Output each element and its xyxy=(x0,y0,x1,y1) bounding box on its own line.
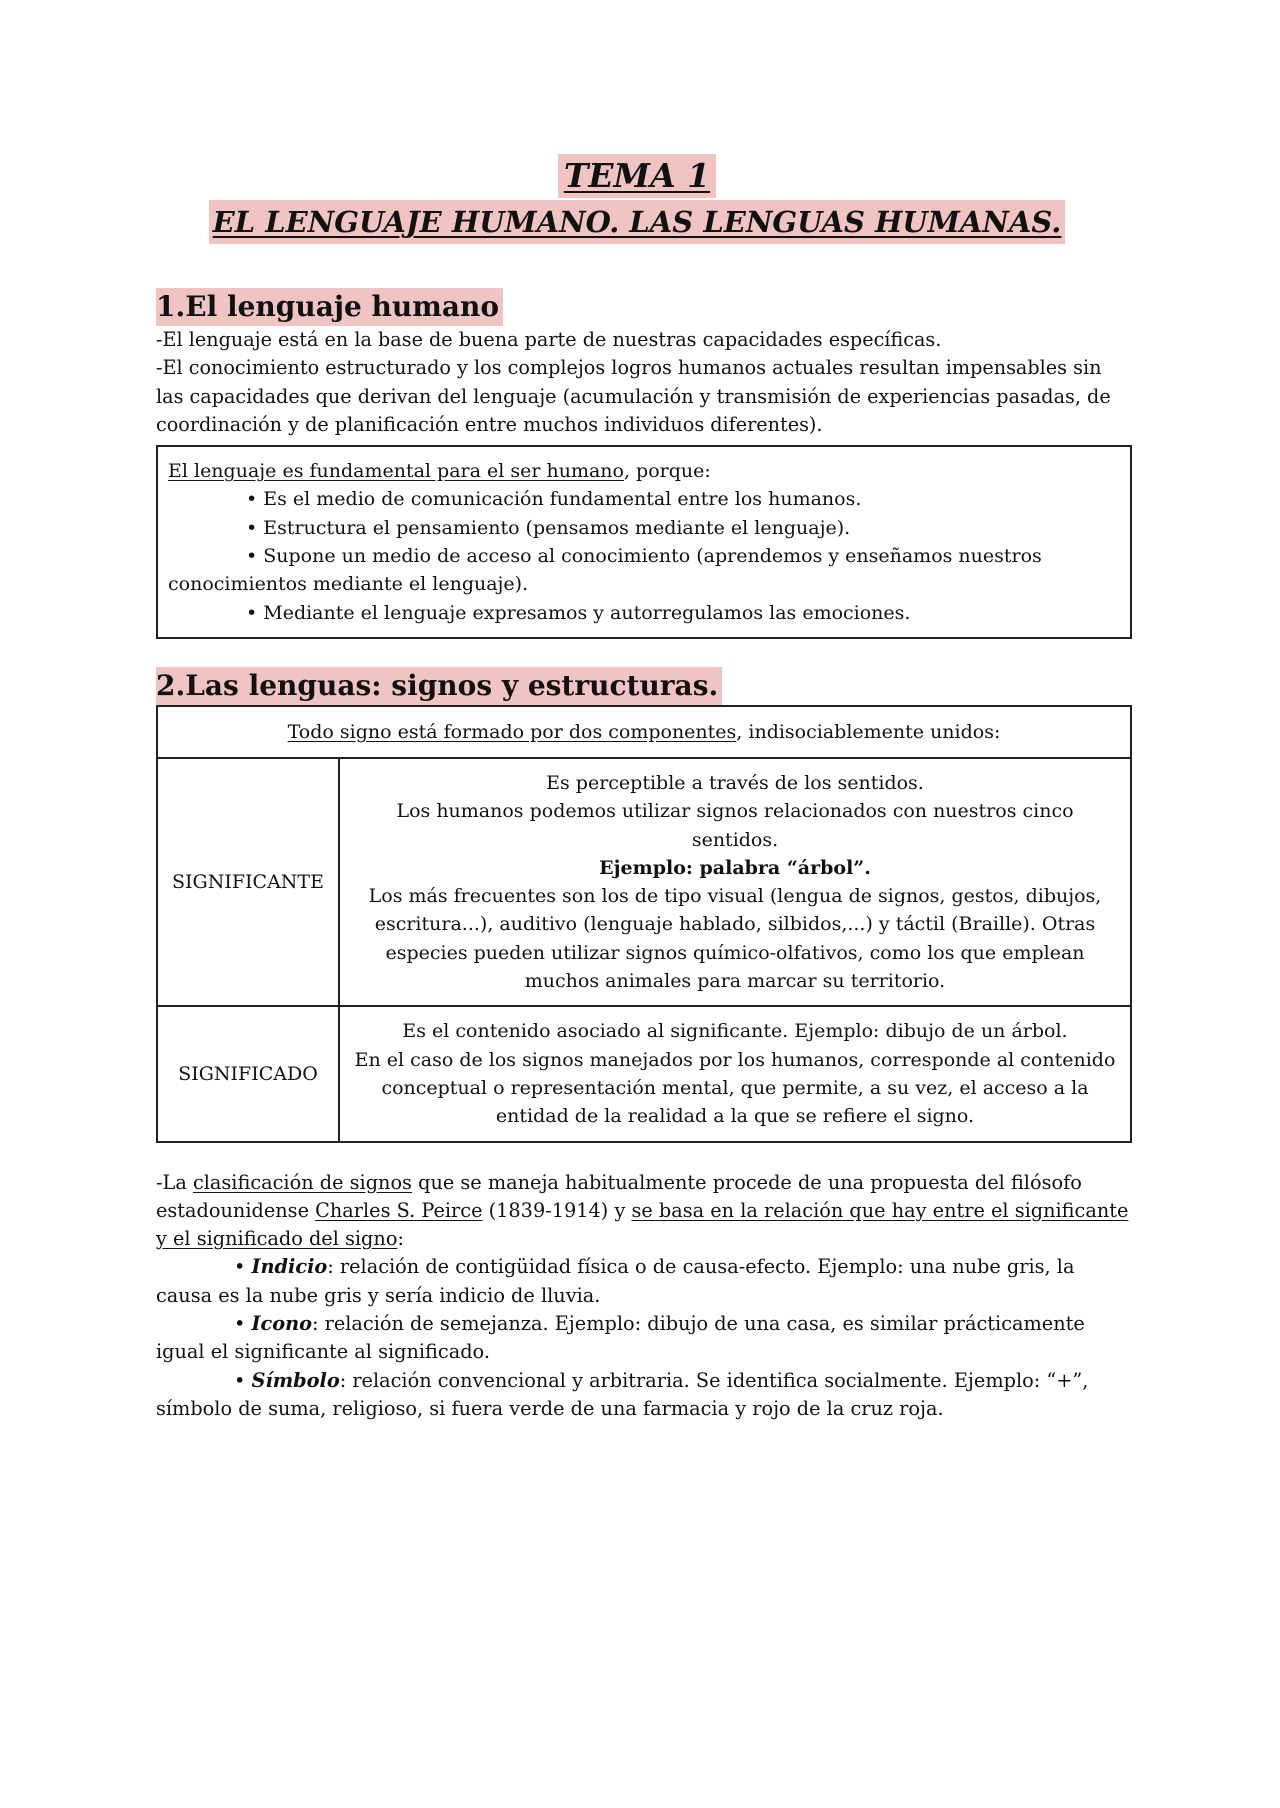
box-intro xyxy=(168,457,1120,485)
document-title: EL LENGUAJE HUMANO. LAS LENGUAS HUMANAS. xyxy=(209,200,1066,244)
significante-line-3: Los más frecuentes son los de tipo visual (lengua de signos, gestos, dibujos, escritura...), auditivo (lenguaje hablado, silbidos,...) y táctil (Braille). Otras especies pueden utilizar signos químico-olfativos, como los que emplean muchos animales para marcar su territorio. xyxy=(368,885,1102,993)
significante-line-2: Los humanos podemos utilizar signos relacionados con nuestros cinco sentidos. xyxy=(396,800,1074,851)
box-bullet-2: • Estructura el pensamiento (pensamos mediante el lenguaje). xyxy=(246,516,851,539)
list-item: • Icono: relación de semejanza. Ejemplo: dibujo de una casa, es similar prácticamente igual el significante al significado. xyxy=(156,1312,1085,1364)
title-block xyxy=(142,150,1132,244)
term-icono: Icono xyxy=(251,1312,313,1336)
significante-example: Ejemplo: palabra “árbol”. xyxy=(599,856,871,879)
sign-components-table xyxy=(156,705,1132,1143)
sign-classification xyxy=(156,1169,1132,1424)
table-header-underlined: Todo signo está formado por dos componentes xyxy=(287,720,737,743)
box-bullet-3-line-2: conocimientos mediante el lenguaje). xyxy=(168,573,529,596)
list-item: • Símbolo: relación convencional y arbitraria. Se identifica socialmente. Ejemplo: “+”, símbolo de suma, religioso, si fuera verde de una farmacia y rojo de la cruz roja. xyxy=(156,1368,1089,1420)
term-indicio: Indicio xyxy=(251,1255,328,1279)
term-simbolo: Símbolo xyxy=(251,1368,340,1392)
table-row xyxy=(157,1006,1131,1141)
classification-paragraph: -La clasificación de signos que se maneja habitualmente procede de una propuesta del filósofo estadounidense Charles S. Peirce (1839-1914) y se basa en la relación que hay entre el significante y el significado del signo: xyxy=(156,1170,1129,1251)
list-item: • Indicio: relación de contigüidad física o de causa-efecto. Ejemplo: una nube gris, la causa es la nube gris y sería indicio de lluvia. xyxy=(156,1255,1075,1307)
section-1 xyxy=(156,288,1132,639)
section-2-heading: 2.Las lenguas: signos y estructuras. xyxy=(156,667,722,705)
classification-link-text: clasificación de signos xyxy=(192,1170,412,1194)
box-bullet-4: • Mediante el lenguaje expresamos y autorregulamos las emociones. xyxy=(246,601,911,624)
box-intro-underlined: El lenguaje es fundamental para el ser humano xyxy=(168,460,624,483)
table-header-rest: , indisociablemente unidos: xyxy=(736,720,1001,743)
box-intro-rest: , porque: xyxy=(623,460,711,483)
section-1-heading: 1.El lenguaje humano xyxy=(156,288,503,326)
section-1-paragraph-2: -El conocimiento estructurado y los complejos logros humanos actuales resultan impensables sin las capacidades que derivan del lenguaje (acumulación y transmisión de experiencias pasadas, de coordinación y de planificación entre muchos individuos diferentes). xyxy=(156,356,1111,436)
box-bullet-3-line-1: • Supone un medio de acceso al conocimiento (aprendemos y enseñamos nuestros xyxy=(246,545,1042,568)
table-header-row xyxy=(157,706,1131,758)
significante-label: SIGNIFICANTE xyxy=(157,758,339,1006)
table-header-cell xyxy=(157,706,1131,758)
significado-line-1: Es el contenido asociado al significante. Ejemplo: dibujo de un árbol. xyxy=(402,1020,1068,1043)
box-bullet-1: • Es el medio de comunicación fundamental entre los humanos. xyxy=(246,488,862,511)
significado-line-2: En el caso de los signos manejados por los humanos, corresponde al contenido conceptual o representación mental, que permite, a su vez, el acceso a la entidad de la realidad a la que se refiere el signo. xyxy=(354,1048,1116,1128)
section-1-paragraph-1: -El lenguaje está en la base de buena parte de nuestras capacidades específicas. xyxy=(156,328,942,351)
significante-description xyxy=(339,758,1131,1006)
significado-description xyxy=(339,1006,1131,1141)
table-row xyxy=(157,758,1131,1006)
significado-label: SIGNIFICADO xyxy=(157,1006,339,1141)
language-importance-box xyxy=(156,445,1132,639)
relation-basis: se basa en la relación que hay entre el significante y el significado del signo xyxy=(156,1198,1129,1251)
section-2 xyxy=(156,667,1132,1143)
peirce-name: Charles S. Peirce xyxy=(315,1198,483,1222)
significante-line-1: Es perceptible a través de los sentidos. xyxy=(546,771,924,794)
topic-number: TEMA 1 xyxy=(558,154,716,198)
document-page xyxy=(156,150,1132,1423)
